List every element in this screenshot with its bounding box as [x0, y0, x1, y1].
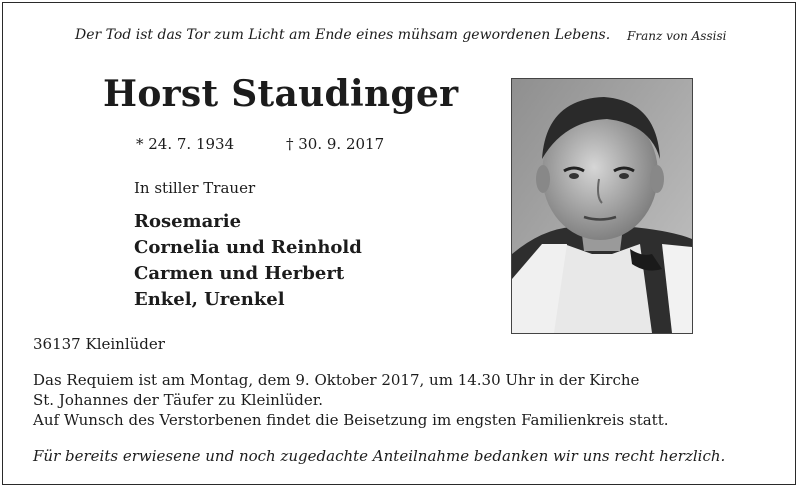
- motto-author: Franz von Assisi: [627, 29, 727, 43]
- thanks-line: Für bereits erwiesene und noch zugedachte Anteilnahme bedanken wir uns recht herzlich.: [33, 447, 726, 465]
- service-details: [33, 370, 669, 430]
- detail-line: St. Johannes der Täufer zu Kleinlüder.: [33, 391, 324, 409]
- mourners-list: [134, 209, 362, 313]
- detail-line: Auf Wunsch des Verstorbenen findet die Beisetzung im engsten Familienkreis statt.: [33, 411, 669, 429]
- mourner-name: Carmen und Herbert: [134, 263, 345, 284]
- motto-quote: Der Tod ist das Tor zum Licht am Ende eines mühsam gewordenen Lebens.: [75, 27, 611, 43]
- mourner-name: Rosemarie: [134, 211, 242, 232]
- portrait-photo: [511, 78, 693, 334]
- place-line: 36137 Kleinlüder: [33, 335, 165, 353]
- detail-line: Das Requiem ist am Montag, dem 9. Oktober 2017, um 14.30 Uhr in der Kirche: [33, 371, 640, 389]
- deceased-name: Horst Staudinger: [103, 73, 459, 115]
- mourner-name: Enkel, Urenkel: [134, 289, 285, 310]
- death-date: † 30. 9. 2017: [286, 135, 385, 153]
- mourner-name: Cornelia und Reinhold: [134, 237, 362, 258]
- mourning-intro: In stiller Trauer: [134, 179, 256, 197]
- obituary-card: [2, 2, 796, 485]
- birth-date: * 24. 7. 1934: [136, 135, 235, 153]
